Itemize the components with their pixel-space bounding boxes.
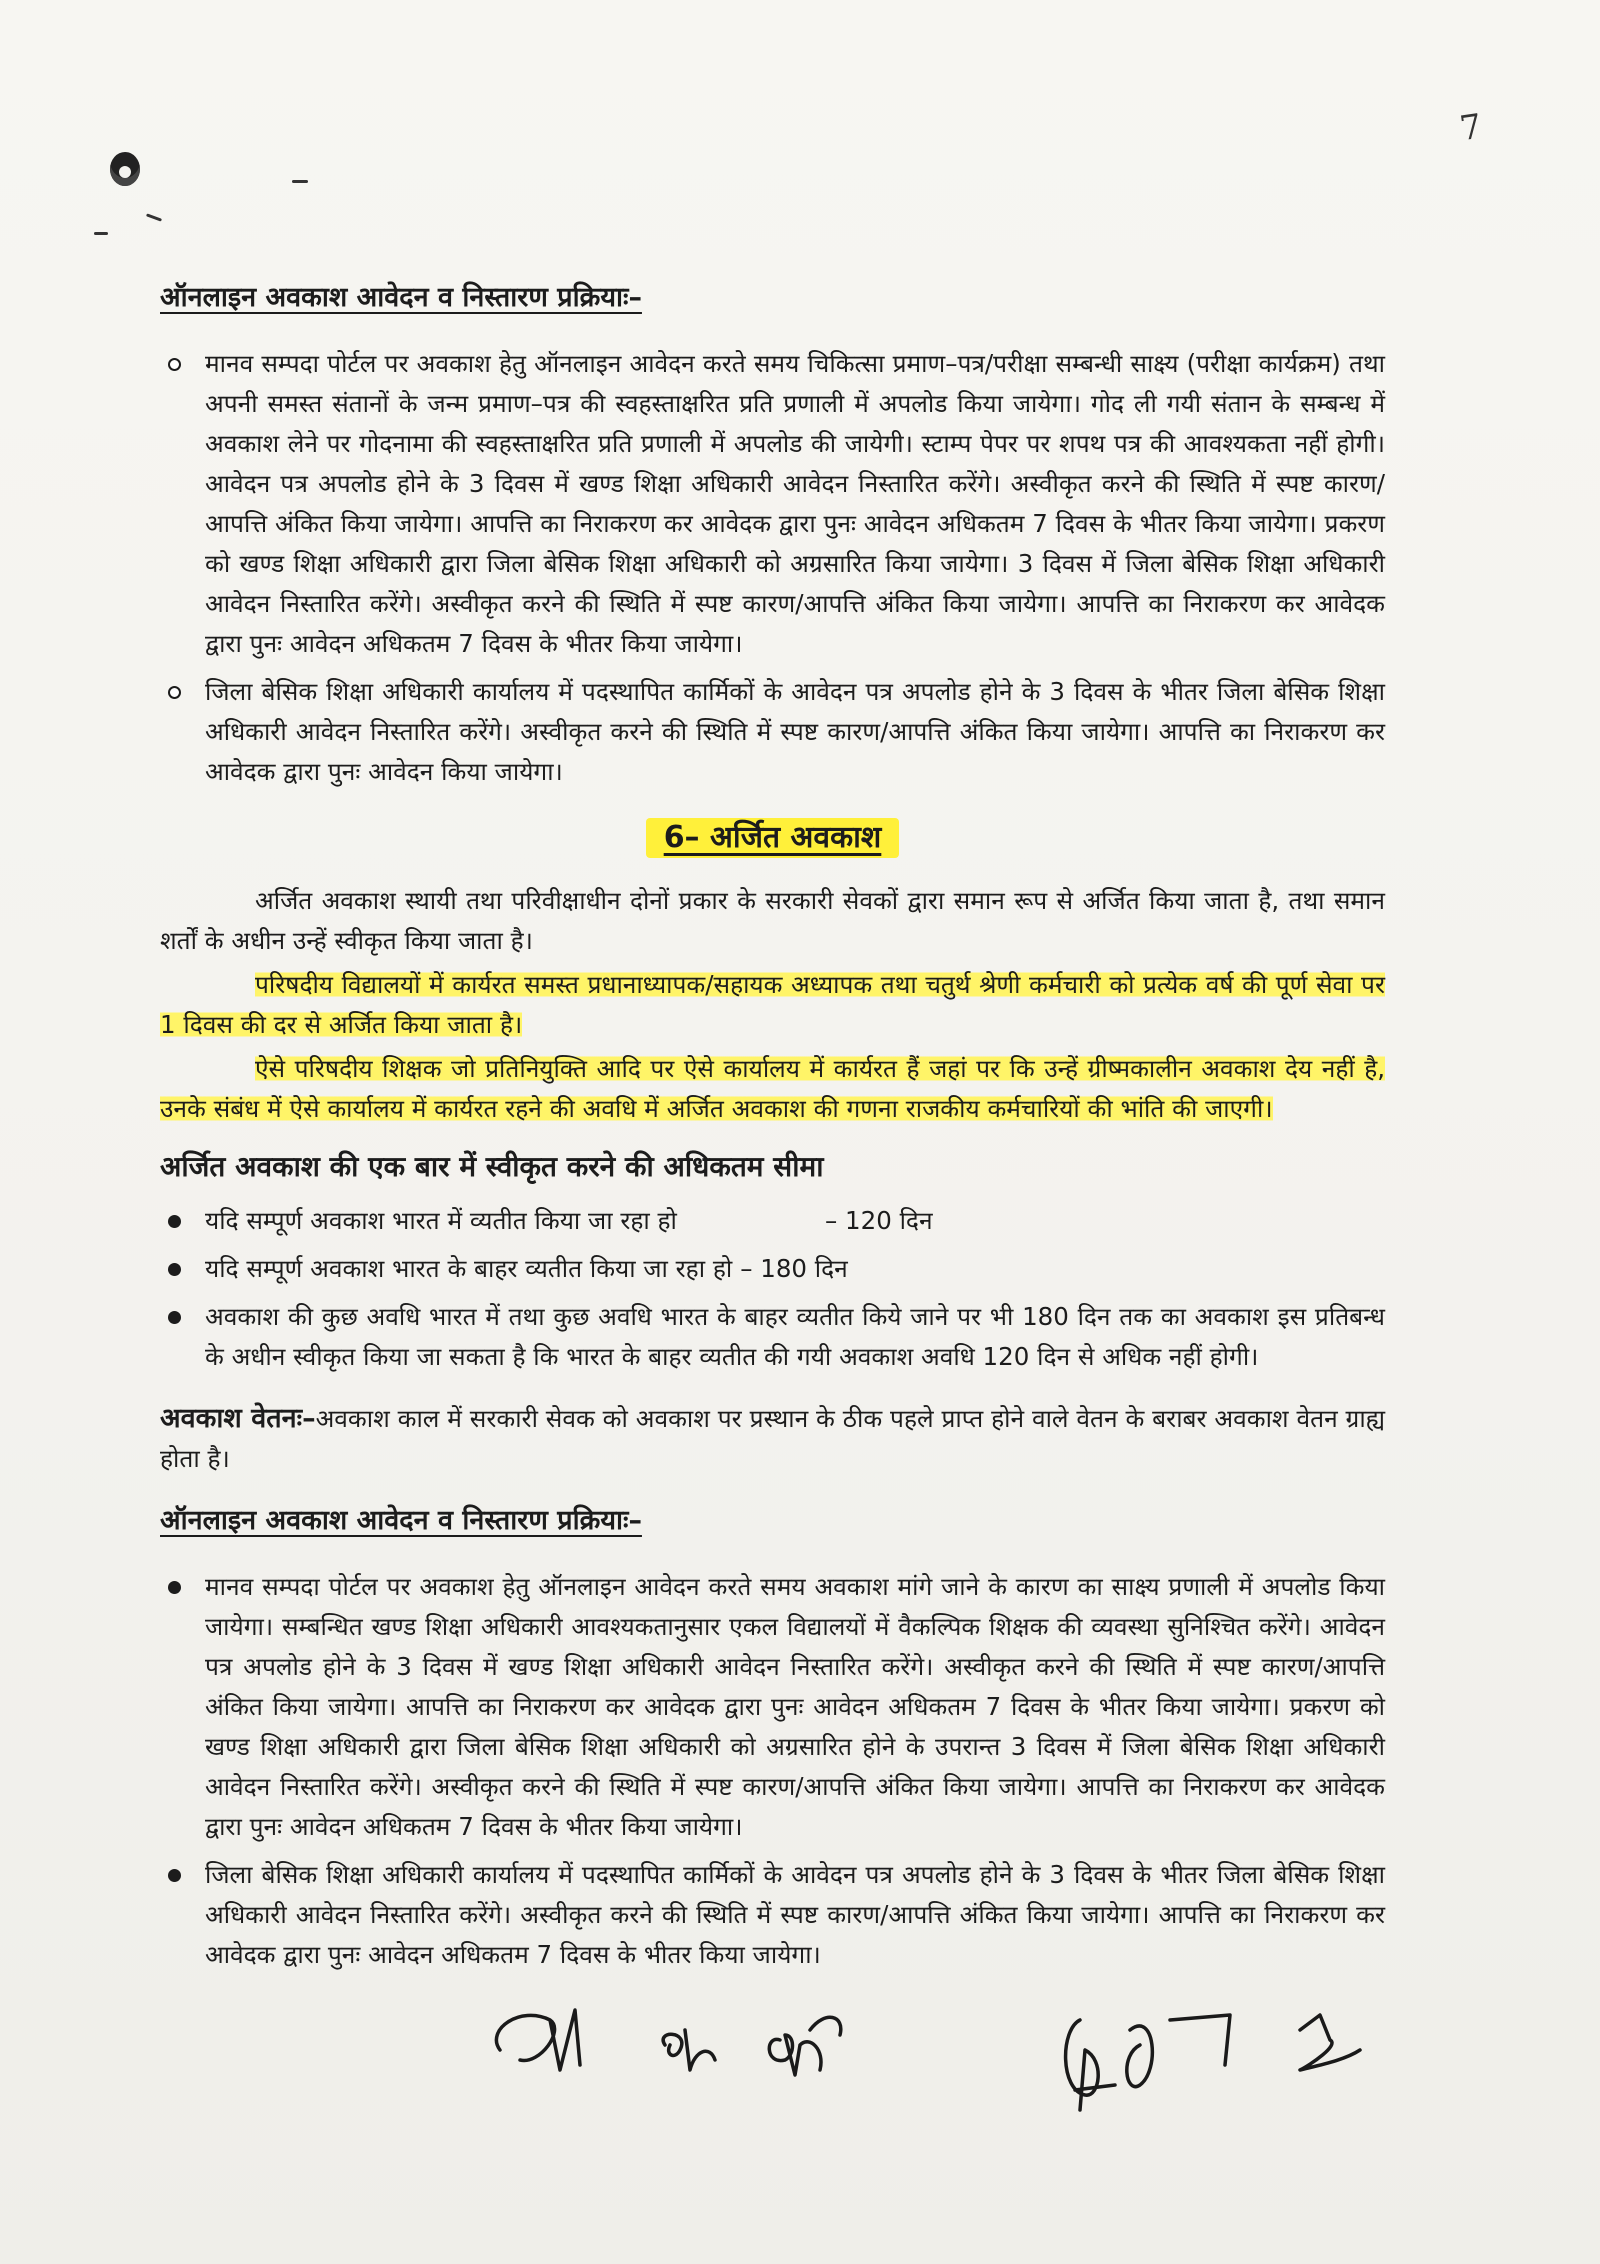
limit-condition: यदि सम्पूर्ण अवकाश भारत में व्यतीत किया जा रहा हो — [205, 1206, 677, 1235]
handwritten-signatures-icon — [480, 1990, 1380, 2120]
list-item — [160, 1249, 1385, 1289]
max-limit-heading: अर्जित अवकाश की एक बार में स्वीकृत करने की अधिकतम सीमा — [160, 1150, 824, 1183]
list-item: जिला बेसिक शिक्षा अधिकारी कार्यालय में पदस्थापित कार्मिकों के आवेदन पत्र अपलोड होने के 3 दिवस के भीतर जिला बेसिक शिक्षा अधिकारी आवेदन निस्तारित करेंगे। अस्वीकृत करने की स्थिति में स्पष्ट कारण/आपत्ति अंकित किया जायेगा। आपत्ति का निराकरण कर आवेदक द्वारा पुनः आवेदन अधिकतम 7 दिवस के भीतर किया जायेगा। — [160, 1855, 1385, 1975]
limit-value: – 180 दिन — [740, 1254, 848, 1283]
scan-mark — [110, 152, 140, 186]
document-body — [160, 278, 1385, 1983]
limit-value: – 120 दिन — [825, 1206, 933, 1235]
online-process-list-1 — [160, 344, 1385, 792]
highlighted-text: ऐसे परिषदीय शिक्षक जो प्रतिनियुक्ति आदि पर ऐसे कार्यालय में कार्यरत हैं जहां पर कि उन्हें ग्रीष्मकालीन अवकाश देय नहीं है, उनके संबंध में ऐसे कार्यालय में कार्यरत रहने की अवधि में अर्जित अवकाश की गणना राजकीय कर्मचारियों की भांति की जाएगी। — [160, 1054, 1385, 1123]
online-process-list-2 — [160, 1567, 1385, 1975]
list-item: मानव सम्पदा पोर्टल पर अवकाश हेतु ऑनलाइन आवेदन करते समय अवकाश मांगे जाने के कारण का साक्ष्य प्रणाली में अपलोड किया जायेगा। सम्बन्धित खण्ड शिक्षा अधिकारी आवश्यकतानुसार एकल विद्यालयों में वैकल्पिक शिक्षक की व्यवस्था सुनिश्चित करेंगे। आवेदन पत्र अपलोड होने के 3 दिवस में खण्ड शिक्षा अधिकारी आवेदन निस्तारित करेंगे। अस्वीकृत करने की स्थिति में स्पष्ट कारण/आपत्ति अंकित किया जायेगा। आपत्ति का निराकरण कर आवेदक द्वारा पुनः आवेदन अधिकतम 7 दिवस के भीतर किया जायेगा। प्रकरण को खण्ड शिक्षा अधिकारी द्वारा जिला बेसिक शिक्षा अधिकारी को अग्रसारित होने के उपरान्त 3 दिवस में जिला बेसिक शिक्षा अधिकारी आवेदन निस्तारित करेंगे। अस्वीकृत करने की स्थिति में स्पष्ट कारण/आपत्ति अंकित किया जायेगा। आपत्ति का निराकरण कर आवेदक द्वारा पुनः आवेदन अधिकतम 7 दिवस के भीतर किया जायेगा। — [160, 1567, 1385, 1847]
max-limit-list — [160, 1201, 1385, 1377]
list-item: अवकाश की कुछ अवधि भारत में तथा कुछ अवधि भारत के बाहर व्यतीत किये जाने पर भी 180 दिन तक का अवकाश इस प्रतिबन्ध के अधीन स्वीकृत किया जा सकता है कि भारत के बाहर व्यतीत की गयी अवकाश अवधि 120 दिन से अधिक नहीं होगी। — [160, 1297, 1385, 1377]
earned-leave-para-2 — [160, 965, 1385, 1045]
signatures — [480, 1990, 1380, 2120]
section-title — [160, 818, 1385, 859]
limit-condition: यदि सम्पूर्ण अवकाश भारत के बाहर व्यतीत किया जा रहा हो — [205, 1254, 733, 1283]
leave-salary-label: अवकाश वेतनः– — [160, 1403, 316, 1434]
earned-leave-para-1: अर्जित अवकाश स्थायी तथा परिवीक्षाधीन दोनों प्रकार के सरकारी सेवकों द्वारा समान रूप से अर्जित किया जाता है, तथा समान शर्तों के अधीन उन्हें स्वीकृत किया जाता है। — [160, 886, 1385, 955]
list-item: मानव सम्पदा पोर्टल पर अवकाश हेतु ऑनलाइन आवेदन करते समय चिकित्सा प्रमाण–पत्र/परीक्षा सम्बन्धी साक्ष्य (परीक्षा कार्यक्रम) तथा अपनी समस्त संतानों के जन्म प्रमाण–पत्र की स्वहस्ताक्षरित प्रति प्रणाली में अपलोड किया जायेगा। गोद ली गयी संतान के सम्बन्ध में अवकाश लेने पर गोदनामा की स्वहस्ताक्षरित प्रति प्रणाली में अपलोड की जायेगी। स्टाम्प पेपर पर शपथ पत्र की आवश्यकता नहीं होगी। आवेदन पत्र अपलोड होने के 3 दिवस में खण्ड शिक्षा अधिकारी आवेदन निस्तारित करेंगे। अस्वीकृत करने की स्थिति में स्पष्ट कारण/आपत्ति अंकित किया जायेगा। आपत्ति का निराकरण कर आवेदक द्वारा पुनः आवेदन अधिकतम 7 दिवस के भीतर किया जायेगा। प्रकरण को खण्ड शिक्षा अधिकारी द्वारा जिला बेसिक शिक्षा अधिकारी को अग्रसारित किया जायेगा। 3 दिवस में जिला बेसिक शिक्षा अधिकारी आवेदन निस्तारित करेंगे। अस्वीकृत करने की स्थिति में स्पष्ट कारण/आपत्ति अंकित किया जायेगा। आपत्ति का निराकरण कर आवेदक द्वारा पुनः आवेदन अधिकतम 7 दिवस के भीतर किया जायेगा। — [160, 344, 1385, 664]
earned-leave-para-3 — [160, 1049, 1385, 1129]
leave-salary-para — [160, 1399, 1385, 1479]
online-process-heading-1: ऑनलाइन अवकाश आवेदन व निस्तारण प्रक्रियाः– — [160, 282, 642, 313]
scan-dash — [146, 213, 162, 221]
scan-dash — [94, 232, 108, 235]
list-item — [160, 1201, 1385, 1241]
page-number: 7 — [1457, 106, 1485, 150]
leave-salary-text: अवकाश काल में सरकारी सेवक को अवकाश पर प्रस्थान के ठीक पहले प्राप्त होने वाले वेतन के बराबर अवकाश वेतन ग्राह्य होता है। — [160, 1404, 1385, 1473]
scan-dash — [292, 180, 308, 183]
section-6-title: 6– अर्जित अवकाश — [646, 818, 900, 858]
list-item: जिला बेसिक शिक्षा अधिकारी कार्यालय में पदस्थापित कार्मिकों के आवेदन पत्र अपलोड होने के 3 दिवस के भीतर जिला बेसिक शिक्षा अधिकारी आवेदन निस्तारित करेंगे। अस्वीकृत करने की स्थिति में स्पष्ट कारण/आपत्ति अंकित किया जायेगा। आपत्ति का निराकरण कर आवेदक द्वारा पुनः आवेदन किया जायेगा। — [160, 672, 1385, 792]
online-process-heading-2: ऑनलाइन अवकाश आवेदन व निस्तारण प्रक्रियाः– — [160, 1505, 642, 1536]
highlighted-text: परिषदीय विद्यालयों में कार्यरत समस्त प्रधानाध्यापक/सहायक अध्यापक तथा चतुर्थ श्रेणी कर्मचारी को प्रत्येक वर्ष की पूर्ण सेवा पर 1 दिवस की दर से अर्जित किया जाता है। — [160, 970, 1385, 1039]
